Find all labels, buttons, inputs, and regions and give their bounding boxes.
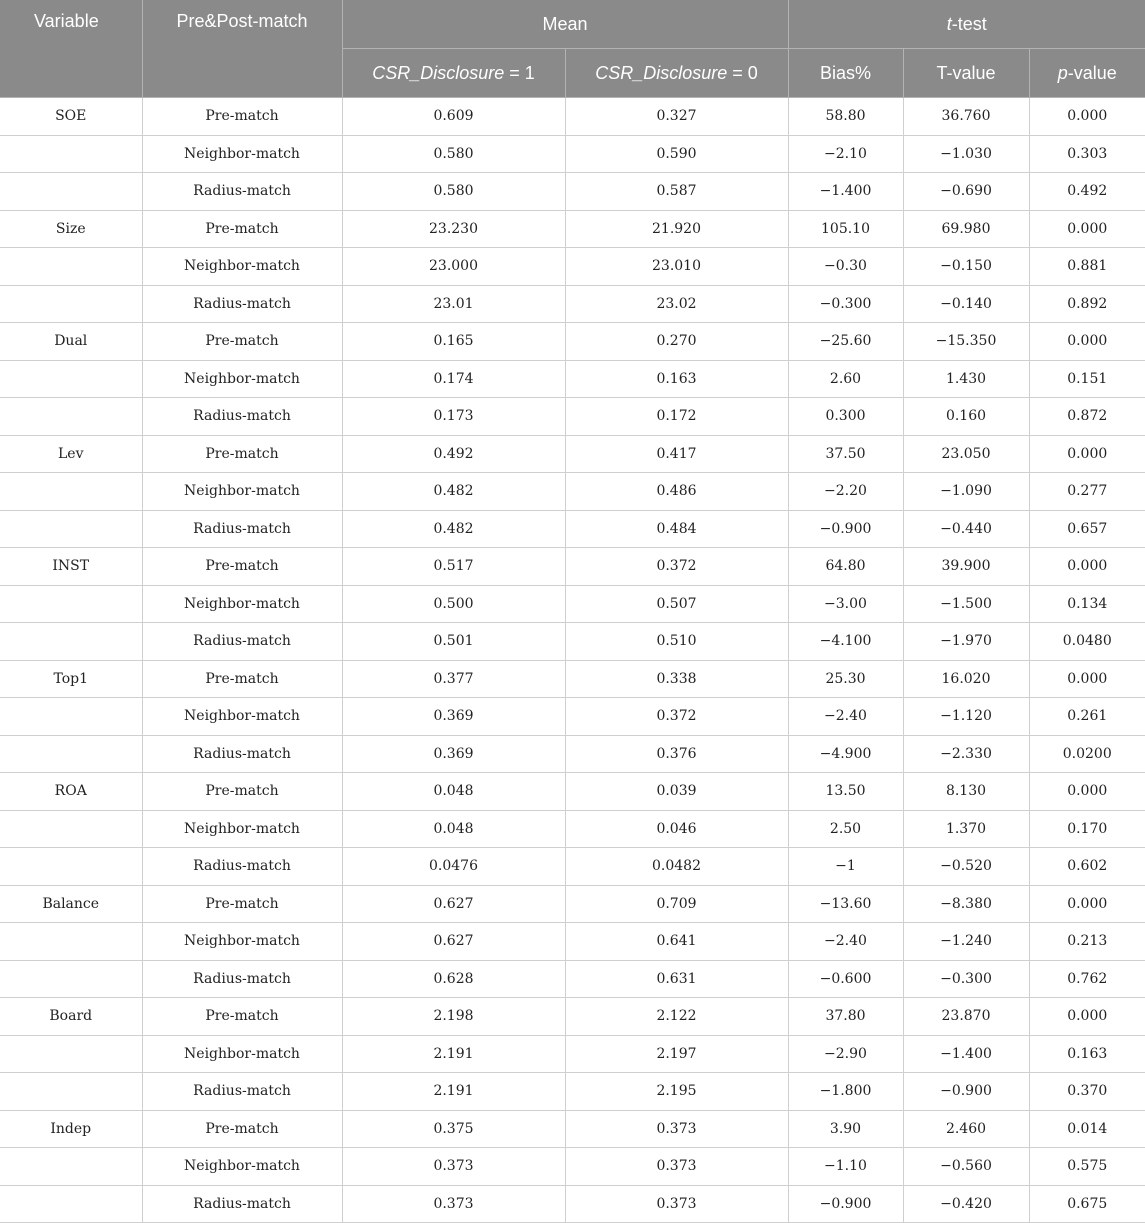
cell-mean-csr1: 0.048: [342, 773, 565, 811]
cell-p-value: 0.170: [1029, 810, 1145, 848]
table-row: [0, 248, 1145, 286]
cell-p-value: 0.000: [1029, 773, 1145, 811]
cell-mean-csr0: 2.122: [565, 998, 788, 1036]
cell-mean-csr0: 0.641: [565, 923, 788, 961]
cell-p-value: 0.575: [1029, 1148, 1145, 1186]
cell-t-value: 36.760: [903, 98, 1029, 136]
cell-match-type: Radius-match: [142, 510, 342, 548]
table-row: [0, 998, 1145, 1036]
cell-t-value: 0.160: [903, 398, 1029, 436]
cell-match-type: Pre-match: [142, 773, 342, 811]
cell-mean-csr0: 0.372: [565, 548, 788, 586]
cell-bias: −0.30: [788, 248, 903, 286]
cell-match-type: Radius-match: [142, 1185, 342, 1223]
cell-mean-csr0: 0.270: [565, 323, 788, 361]
table-row: [0, 1073, 1145, 1111]
header-ttest-t: t: [946, 13, 952, 34]
header-ttest: [788, 0, 1145, 49]
cell-bias: 2.50: [788, 810, 903, 848]
table-row: [0, 360, 1145, 398]
cell-mean-csr0: 0.510: [565, 623, 788, 661]
cell-match-type: Neighbor-match: [142, 585, 342, 623]
header-row-top: [0, 0, 1145, 49]
cell-mean-csr0: 21.920: [565, 210, 788, 248]
cell-p-value: 0.134: [1029, 585, 1145, 623]
header-t-value: T-value: [903, 49, 1029, 98]
cell-mean-csr0: 0.163: [565, 360, 788, 398]
cell-t-value: −0.560: [903, 1148, 1029, 1186]
cell-mean-csr1: 2.191: [342, 1035, 565, 1073]
header-csr0-eq: = 0: [727, 62, 758, 83]
table-row: [0, 810, 1145, 848]
cell-mean-csr1: 0.0476: [342, 848, 565, 886]
cell-p-value: 0.000: [1029, 660, 1145, 698]
cell-variable: [0, 923, 142, 961]
cell-bias: −1: [788, 848, 903, 886]
cell-t-value: −0.690: [903, 173, 1029, 211]
cell-bias: −4.100: [788, 623, 903, 661]
table-row: [0, 98, 1145, 136]
cell-variable: Top1: [0, 660, 142, 698]
cell-mean-csr0: 0.046: [565, 810, 788, 848]
cell-p-value: 0.277: [1029, 473, 1145, 511]
cell-match-type: Radius-match: [142, 398, 342, 436]
cell-variable: [0, 510, 142, 548]
cell-mean-csr1: 2.198: [342, 998, 565, 1036]
cell-t-value: −1.500: [903, 585, 1029, 623]
header-mean: Mean: [342, 0, 788, 49]
cell-p-value: 0.881: [1029, 248, 1145, 286]
cell-t-value: −0.420: [903, 1185, 1029, 1223]
cell-t-value: −8.380: [903, 885, 1029, 923]
cell-bias: −2.40: [788, 698, 903, 736]
cell-t-value: 2.460: [903, 1110, 1029, 1148]
cell-bias: 105.10: [788, 210, 903, 248]
table-row: [0, 773, 1145, 811]
header-ttest-rest: -test: [951, 13, 987, 34]
table-row: [0, 623, 1145, 661]
cell-bias: −2.20: [788, 473, 903, 511]
table-row: [0, 135, 1145, 173]
cell-mean-csr0: 0.172: [565, 398, 788, 436]
table-row: [0, 398, 1145, 436]
cell-p-value: 0.261: [1029, 698, 1145, 736]
cell-bias: −0.300: [788, 285, 903, 323]
cell-mean-csr1: 0.174: [342, 360, 565, 398]
table-row: [0, 473, 1145, 511]
cell-mean-csr0: 0.587: [565, 173, 788, 211]
cell-mean-csr1: 0.627: [342, 923, 565, 961]
cell-variable: [0, 960, 142, 998]
cell-match-type: Pre-match: [142, 548, 342, 586]
cell-match-type: Pre-match: [142, 885, 342, 923]
cell-p-value: 0.000: [1029, 885, 1145, 923]
cell-variable: [0, 698, 142, 736]
cell-t-value: −0.900: [903, 1073, 1029, 1111]
cell-mean-csr0: 0.039: [565, 773, 788, 811]
cell-bias: 37.50: [788, 435, 903, 473]
cell-mean-csr1: 0.173: [342, 398, 565, 436]
table-row: [0, 1035, 1145, 1073]
cell-t-value: 1.370: [903, 810, 1029, 848]
cell-match-type: Neighbor-match: [142, 1148, 342, 1186]
cell-p-value: 0.762: [1029, 960, 1145, 998]
cell-bias: −4.900: [788, 735, 903, 773]
header-bias: Bias%: [788, 49, 903, 98]
cell-p-value: 0.0480: [1029, 623, 1145, 661]
cell-match-type: Radius-match: [142, 173, 342, 211]
cell-mean-csr0: 2.195: [565, 1073, 788, 1111]
cell-variable: [0, 173, 142, 211]
table-row: [0, 210, 1145, 248]
table-body: [0, 98, 1145, 1223]
header-p-value: [1029, 49, 1145, 98]
cell-t-value: 16.020: [903, 660, 1029, 698]
cell-bias: 64.80: [788, 548, 903, 586]
cell-mean-csr1: 0.377: [342, 660, 565, 698]
cell-variable: [0, 1073, 142, 1111]
cell-p-value: 0.213: [1029, 923, 1145, 961]
cell-mean-csr1: 0.373: [342, 1185, 565, 1223]
cell-mean-csr1: 0.492: [342, 435, 565, 473]
cell-match-type: Radius-match: [142, 735, 342, 773]
cell-p-value: 0.370: [1029, 1073, 1145, 1111]
cell-bias: −13.60: [788, 885, 903, 923]
cell-t-value: 39.900: [903, 548, 1029, 586]
cell-match-type: Pre-match: [142, 323, 342, 361]
cell-mean-csr0: 0.709: [565, 885, 788, 923]
cell-match-type: Neighbor-match: [142, 923, 342, 961]
cell-mean-csr0: 0.590: [565, 135, 788, 173]
cell-bias: −0.600: [788, 960, 903, 998]
cell-mean-csr1: 0.580: [342, 135, 565, 173]
cell-match-type: Pre-match: [142, 210, 342, 248]
cell-match-type: Neighbor-match: [142, 1035, 342, 1073]
cell-variable: INST: [0, 548, 142, 586]
cell-match-type: Neighbor-match: [142, 135, 342, 173]
cell-p-value: 0.492: [1029, 173, 1145, 211]
cell-t-value: 1.430: [903, 360, 1029, 398]
table-row: [0, 585, 1145, 623]
cell-mean-csr0: 0.338: [565, 660, 788, 698]
table-row: [0, 1110, 1145, 1148]
cell-p-value: 0.0200: [1029, 735, 1145, 773]
header-csr1-var: CSR_Disclosure: [372, 62, 505, 83]
cell-match-type: Pre-match: [142, 98, 342, 136]
table-row: [0, 923, 1145, 961]
cell-variable: SOE: [0, 98, 142, 136]
cell-variable: [0, 248, 142, 286]
cell-t-value: −1.120: [903, 698, 1029, 736]
cell-match-type: Radius-match: [142, 848, 342, 886]
cell-bias: −2.10: [788, 135, 903, 173]
cell-match-type: Pre-match: [142, 435, 342, 473]
cell-mean-csr1: 0.369: [342, 735, 565, 773]
cell-variable: [0, 285, 142, 323]
cell-p-value: 0.163: [1029, 1035, 1145, 1073]
cell-t-value: 69.980: [903, 210, 1029, 248]
cell-p-value: 0.000: [1029, 435, 1145, 473]
table-row: [0, 1185, 1145, 1223]
cell-bias: 37.80: [788, 998, 903, 1036]
cell-p-value: 0.000: [1029, 98, 1145, 136]
cell-mean-csr1: 0.500: [342, 585, 565, 623]
cell-bias: −3.00: [788, 585, 903, 623]
cell-p-value: 0.602: [1029, 848, 1145, 886]
table-row: [0, 960, 1145, 998]
cell-mean-csr0: 0.373: [565, 1185, 788, 1223]
header-csr0-var: CSR_Disclosure: [595, 62, 728, 83]
cell-t-value: −15.350: [903, 323, 1029, 361]
cell-mean-csr0: 0.372: [565, 698, 788, 736]
header-csr-disclosure-0: [565, 49, 788, 98]
header-csr-disclosure-1: [342, 49, 565, 98]
cell-match-type: Neighbor-match: [142, 360, 342, 398]
cell-mean-csr0: 0.327: [565, 98, 788, 136]
table-row: [0, 510, 1145, 548]
cell-mean-csr0: 23.010: [565, 248, 788, 286]
cell-variable: [0, 1035, 142, 1073]
cell-variable: [0, 135, 142, 173]
cell-mean-csr1: 0.369: [342, 698, 565, 736]
header-prepost-match: Pre&Post-match: [142, 0, 342, 98]
table-row: [0, 735, 1145, 773]
cell-mean-csr1: 0.373: [342, 1148, 565, 1186]
table-row: [0, 173, 1145, 211]
cell-variable: [0, 1185, 142, 1223]
cell-t-value: −0.440: [903, 510, 1029, 548]
header-p-value-p: p: [1057, 62, 1068, 83]
header-p-value-rest: -value: [1067, 62, 1117, 83]
cell-mean-csr0: 0.376: [565, 735, 788, 773]
cell-variable: Board: [0, 998, 142, 1036]
cell-p-value: 0.892: [1029, 285, 1145, 323]
table-row: [0, 848, 1145, 886]
cell-variable: Balance: [0, 885, 142, 923]
cell-mean-csr1: 23.230: [342, 210, 565, 248]
cell-variable: Lev: [0, 435, 142, 473]
cell-mean-csr0: 0.631: [565, 960, 788, 998]
cell-mean-csr1: 0.609: [342, 98, 565, 136]
cell-variable: Size: [0, 210, 142, 248]
cell-variable: [0, 585, 142, 623]
cell-mean-csr1: 23.000: [342, 248, 565, 286]
cell-bias: −0.900: [788, 510, 903, 548]
cell-variable: [0, 473, 142, 511]
cell-match-type: Neighbor-match: [142, 248, 342, 286]
cell-mean-csr1: 23.01: [342, 285, 565, 323]
cell-t-value: −0.150: [903, 248, 1029, 286]
cell-mean-csr1: 0.517: [342, 548, 565, 586]
cell-bias: 25.30: [788, 660, 903, 698]
cell-match-type: Radius-match: [142, 623, 342, 661]
cell-match-type: Radius-match: [142, 960, 342, 998]
cell-bias: −1.800: [788, 1073, 903, 1111]
cell-p-value: 0.872: [1029, 398, 1145, 436]
cell-p-value: 0.000: [1029, 998, 1145, 1036]
cell-mean-csr1: 0.375: [342, 1110, 565, 1148]
cell-bias: 0.300: [788, 398, 903, 436]
cell-variable: [0, 360, 142, 398]
cell-match-type: Radius-match: [142, 285, 342, 323]
cell-p-value: 0.303: [1029, 135, 1145, 173]
cell-p-value: 0.675: [1029, 1185, 1145, 1223]
cell-mean-csr1: 0.501: [342, 623, 565, 661]
cell-variable: [0, 735, 142, 773]
cell-p-value: 0.000: [1029, 548, 1145, 586]
cell-bias: −2.40: [788, 923, 903, 961]
cell-t-value: 23.870: [903, 998, 1029, 1036]
table-row: [0, 323, 1145, 361]
cell-mean-csr1: 0.628: [342, 960, 565, 998]
cell-t-value: −2.330: [903, 735, 1029, 773]
cell-variable: [0, 398, 142, 436]
cell-mean-csr0: 23.02: [565, 285, 788, 323]
cell-match-type: Neighbor-match: [142, 473, 342, 511]
cell-mean-csr0: 0.486: [565, 473, 788, 511]
cell-t-value: 23.050: [903, 435, 1029, 473]
cell-t-value: −1.400: [903, 1035, 1029, 1073]
header-csr1-eq: = 1: [504, 62, 535, 83]
cell-match-type: Neighbor-match: [142, 810, 342, 848]
cell-p-value: 0.657: [1029, 510, 1145, 548]
cell-t-value: −0.520: [903, 848, 1029, 886]
table-row: [0, 285, 1145, 323]
cell-bias: −25.60: [788, 323, 903, 361]
cell-p-value: 0.014: [1029, 1110, 1145, 1148]
cell-t-value: −1.090: [903, 473, 1029, 511]
cell-p-value: 0.151: [1029, 360, 1145, 398]
cell-bias: −0.900: [788, 1185, 903, 1223]
cell-t-value: −1.240: [903, 923, 1029, 961]
cell-p-value: 0.000: [1029, 210, 1145, 248]
table-row: [0, 698, 1145, 736]
cell-mean-csr1: 0.165: [342, 323, 565, 361]
table-row: [0, 660, 1145, 698]
cell-mean-csr1: 0.580: [342, 173, 565, 211]
table-header: [0, 0, 1145, 98]
cell-bias: −1.400: [788, 173, 903, 211]
cell-mean-csr0: 0.417: [565, 435, 788, 473]
cell-match-type: Pre-match: [142, 1110, 342, 1148]
cell-match-type: Pre-match: [142, 998, 342, 1036]
cell-bias: 2.60: [788, 360, 903, 398]
cell-bias: −1.10: [788, 1148, 903, 1186]
cell-mean-csr0: 0.507: [565, 585, 788, 623]
cell-mean-csr1: 0.048: [342, 810, 565, 848]
cell-mean-csr0: 0.0482: [565, 848, 788, 886]
cell-mean-csr1: 0.482: [342, 473, 565, 511]
cell-t-value: −0.300: [903, 960, 1029, 998]
cell-mean-csr1: 0.627: [342, 885, 565, 923]
cell-match-type: Pre-match: [142, 660, 342, 698]
cell-variable: [0, 848, 142, 886]
cell-variable: Indep: [0, 1110, 142, 1148]
cell-mean-csr0: 2.197: [565, 1035, 788, 1073]
cell-p-value: 0.000: [1029, 323, 1145, 361]
table-row: [0, 885, 1145, 923]
cell-variable: ROA: [0, 773, 142, 811]
cell-variable: [0, 623, 142, 661]
cell-t-value: −1.030: [903, 135, 1029, 173]
header-variable: Variable: [0, 0, 142, 98]
table-row: [0, 1148, 1145, 1186]
cell-t-value: −1.970: [903, 623, 1029, 661]
cell-mean-csr0: 0.373: [565, 1110, 788, 1148]
cell-mean-csr1: 2.191: [342, 1073, 565, 1111]
cell-t-value: 8.130: [903, 773, 1029, 811]
cell-bias: 3.90: [788, 1110, 903, 1148]
table-row: [0, 548, 1145, 586]
cell-variable: [0, 1148, 142, 1186]
cell-match-type: Neighbor-match: [142, 698, 342, 736]
cell-bias: −2.90: [788, 1035, 903, 1073]
cell-variable: Dual: [0, 323, 142, 361]
cell-t-value: −0.140: [903, 285, 1029, 323]
cell-bias: 58.80: [788, 98, 903, 136]
cell-mean-csr0: 0.484: [565, 510, 788, 548]
cell-mean-csr0: 0.373: [565, 1148, 788, 1186]
cell-match-type: Radius-match: [142, 1073, 342, 1111]
cell-variable: [0, 810, 142, 848]
cell-bias: 13.50: [788, 773, 903, 811]
cell-mean-csr1: 0.482: [342, 510, 565, 548]
table-row: [0, 435, 1145, 473]
